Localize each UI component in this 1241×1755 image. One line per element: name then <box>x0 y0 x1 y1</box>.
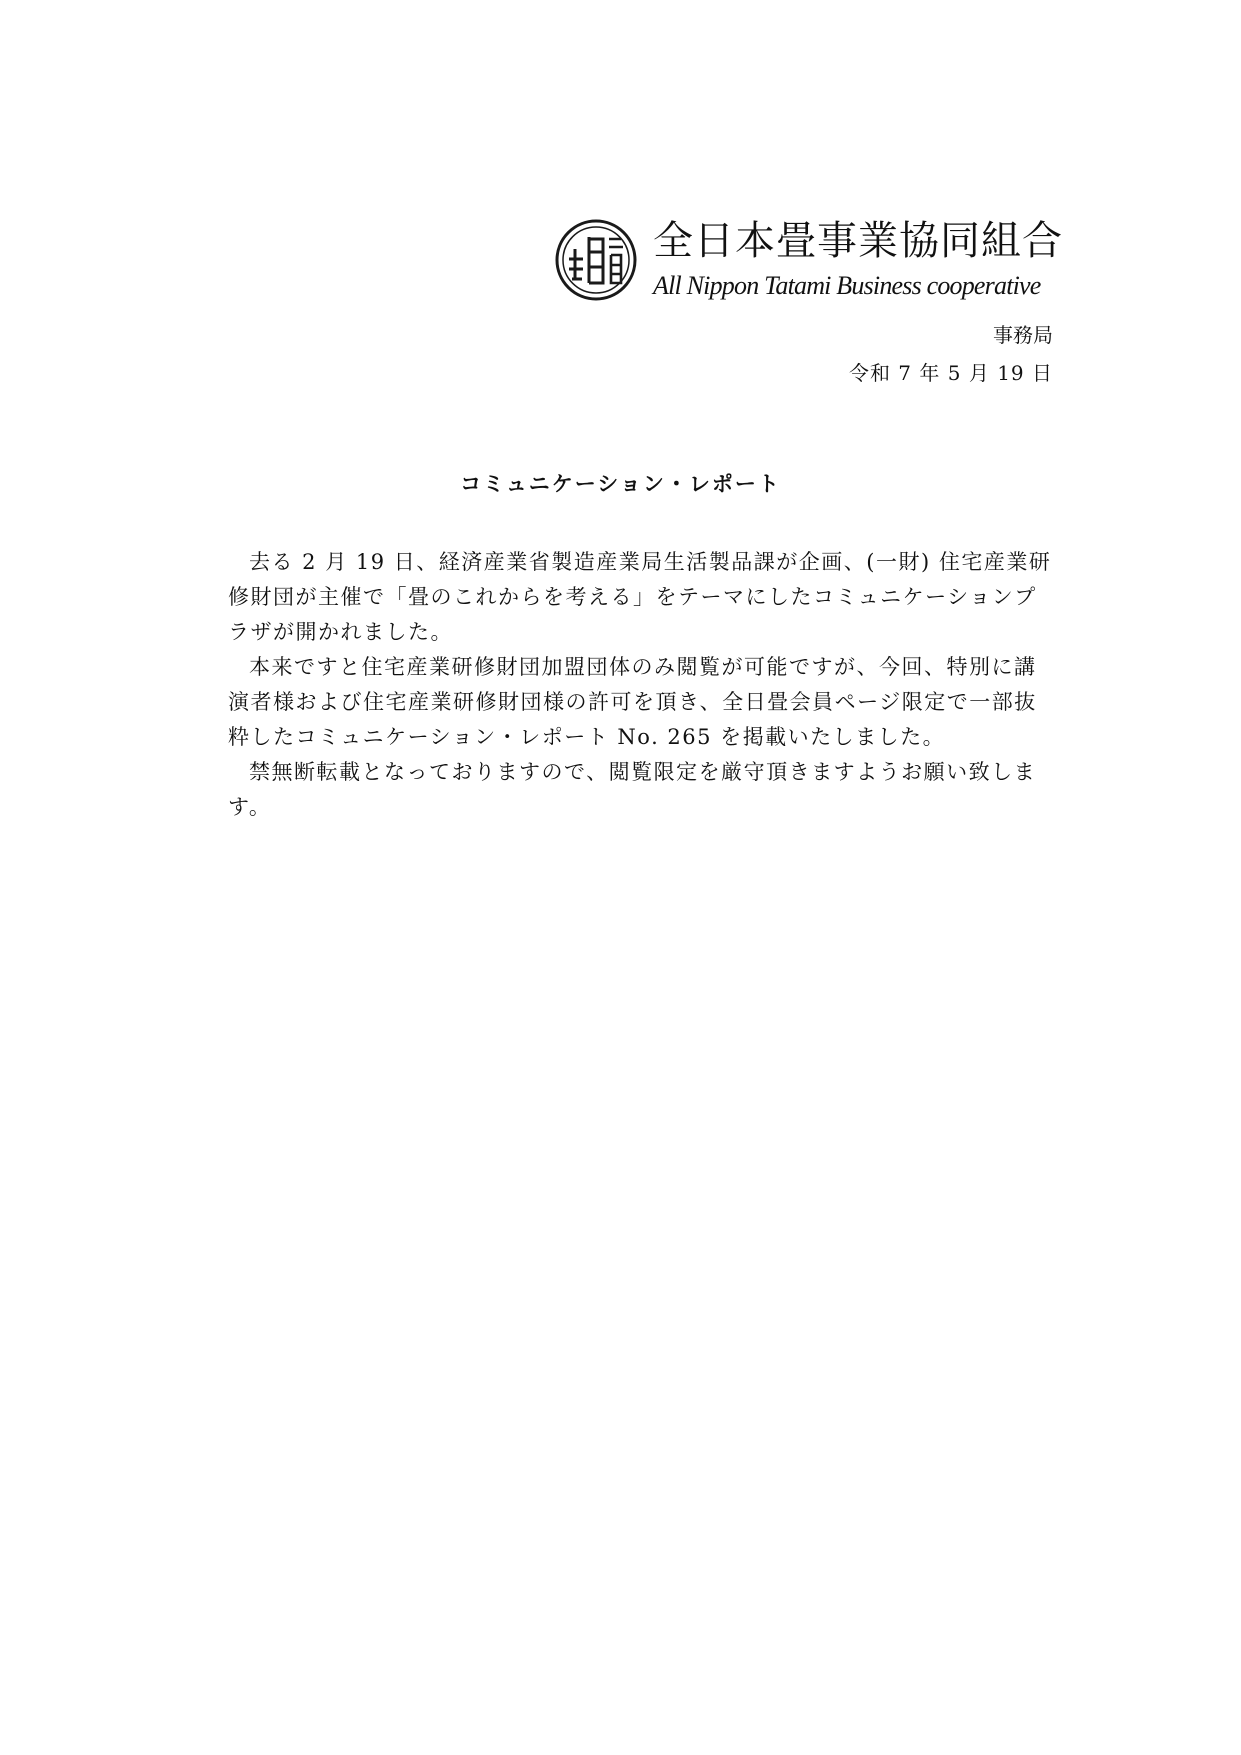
organization-logo <box>555 217 1063 307</box>
body-paragraph: 禁無断転載となっておりますので、閲覧限定を厳守頂きますようお願い致します。 <box>228 760 1037 819</box>
body-paragraph: 去る 2 月 19 日、経済産業省製造産業局生活製品課が企画、(一財) 住宅産業研修財団が主催で「畳のこれからを考える」をテーマにしたコミュニケーションプラザが開かれました。 <box>228 550 1052 644</box>
organization-name-ja: 全日本畳事業協同組合 <box>653 218 1063 264</box>
organization-name-en: All Nippon Tatami Business cooperative <box>653 271 1041 300</box>
office-label: 事務局 <box>993 323 1053 347</box>
document-title: コミュニケーション・レポート <box>460 471 781 496</box>
body-paragraph: 本来ですと住宅産業研修財団加盟団体のみ閲覧が可能ですが、今回、特別に講演者様および住宅産業研修財団様の許可を頂き、全日畳会員ページ限定で一部抜粋したコミュニケーション・レポート No. 265 を掲載いたしました。 <box>228 655 1037 749</box>
document-date: 令和 7 年 5 月 19 日 <box>848 361 1053 385</box>
tatami-seal-icon <box>555 219 637 301</box>
document-body <box>228 545 1058 825</box>
